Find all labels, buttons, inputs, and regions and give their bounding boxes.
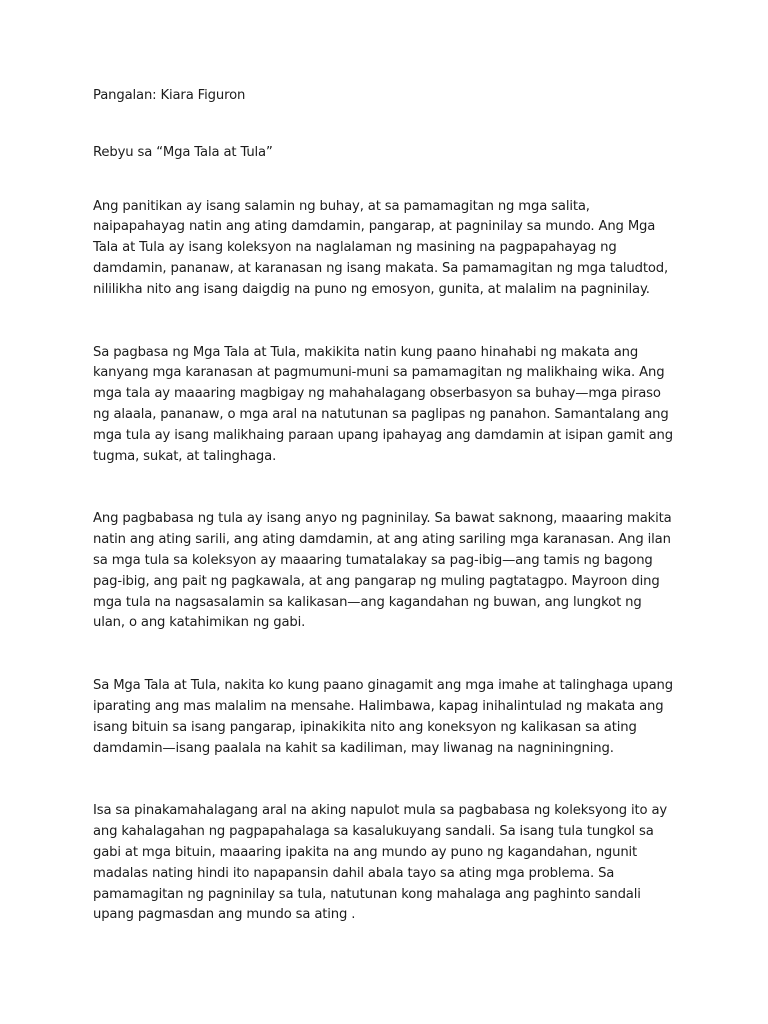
- paragraph-line: naipapahayag natin ang ating damdamin, pangarap, at pagninilay sa mundo. Ang Mga: [93, 219, 656, 235]
- paragraph-2: [93, 343, 693, 468]
- document-page: [93, 86, 693, 926]
- paragraph-line: pamamagitan ng pagninilay sa tula, natutunan kong mahalaga ang paghinto sandali: [93, 886, 641, 902]
- paragraph-line: sa mga tula sa koleksyon ay maaaring tumatalakay sa pag-ibig—ang tamis ng bagong: [93, 552, 653, 568]
- paragraph-line: ng alaala, pananaw, o mga aral na natutunan sa paglipas ng panahon. Samantalang ang: [93, 406, 669, 422]
- paragraph-line: gabi at mga bituin, maaaring ipakita na ang mundo ay puno ng kagandahan, ngunit: [93, 844, 638, 860]
- paragraph-line: madalas nating hindi ito napapansin dahil abala tayo sa ating mga problema. Sa: [93, 865, 615, 881]
- paragraph-line: Sa Mga Tala at Tula, nakita ko kung paano ginagamit ang mga imahe at talinghaga upang: [93, 678, 673, 694]
- paragraph-line: Tala at Tula ay isang koleksyon na naglalaman ng masining na pagpapahayag ng: [93, 240, 617, 256]
- paragraph-line: natin ang ating sarili, ang ating damdamin, at ang ating sariling mga karanasan. Ang ilan: [93, 532, 671, 548]
- paragraph-3: [93, 509, 693, 634]
- paragraph-line: Ang panitikan ay isang salamin ng buhay, at sa pamamagitan ng mga salita,: [93, 198, 590, 214]
- paragraph-line: damdamin, pananaw, at karanasan ng isang makata. Sa pamamagitan ng mga taludtod,: [93, 260, 669, 276]
- paragraph-line: nililikha nito ang isang daigdig na puno ng emosyon, gunita, at malalim na pagninilay.: [93, 281, 650, 297]
- paragraph-line: Ang pagbabasa ng tula ay isang anyo ng pagninilay. Sa bawat saknong, maaaring makita: [93, 511, 672, 527]
- paragraph-4: [93, 676, 693, 759]
- paragraph-line: isang bituin sa isang pangarap, ipinakikita nito ang koneksyon ng kalikasan sa ating: [93, 719, 637, 735]
- paragraph-line: pag-ibig, ang pait ng pagkawala, at ang pangarap ng muling pagtatagpo. Mayroon ding: [93, 573, 660, 589]
- paragraph-line: tugma, sukat, at talinghaga.: [93, 448, 277, 464]
- paragraph-line: mga tala ay maaaring magbigay ng mahahalagang obserbasyon sa buhay—mga piraso: [93, 386, 661, 402]
- paragraph-5: [93, 801, 693, 926]
- paragraph-line: ulan, o ang katahimikan ng gabi.: [93, 615, 306, 631]
- review-title: Rebyu sa “Mga Tala at Tula”: [93, 144, 273, 160]
- paragraph-line: ang kahalagahan ng pagpapahalaga sa kasalukuyang sandali. Sa isang tula tungkol sa: [93, 824, 654, 840]
- paragraph-line: mga tula na nagsasalamin sa kalikasan—ang kagandahan ng buwan, ang lungkot ng: [93, 594, 642, 610]
- paragraph-line: iparating ang mas malalim na mensahe. Halimbawa, kapag inihalintulad ng makata ang: [93, 698, 664, 714]
- paragraph-line: Isa sa pinakamahalagang aral na aking napulot mula sa pagbabasa ng koleksyong ito ay: [93, 803, 668, 819]
- paragraph-line: kanyang mga karanasan at pagmumuni-muni sa pamamagitan ng malikhaing wika. Ang: [93, 365, 665, 381]
- paragraph-line: damdamin—isang paalala na kahit sa kadiliman, may liwanag na nagniningning.: [93, 740, 614, 756]
- paragraph-line: upang pagmasdan ang mundo sa ating .: [93, 907, 356, 923]
- paragraph-line: Sa pagbasa ng Mga Tala at Tula, makikita natin kung paano hinahabi ng makata ang: [93, 344, 639, 360]
- paragraph-1: [93, 197, 693, 301]
- paragraph-line: mga tula ay isang malikhaing paraan upang ipahayag ang damdamin at isipan gamit ang: [93, 427, 673, 443]
- student-name-line: Pangalan: Kiara Figuron: [93, 88, 246, 103]
